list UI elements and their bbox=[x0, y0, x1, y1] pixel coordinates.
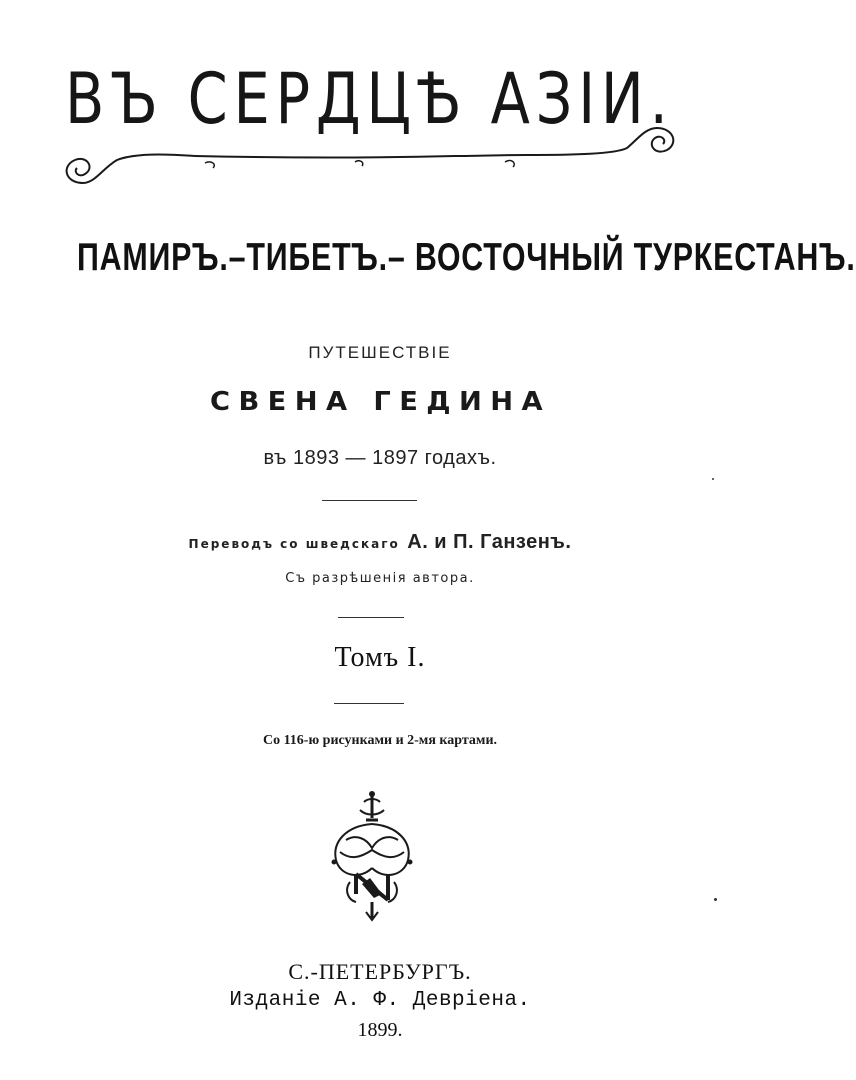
publication-year: 1899. bbox=[357, 1019, 403, 1041]
travel-years: въ 1893 — 1897 годахъ. bbox=[263, 447, 497, 469]
volume-label: Томъ I. bbox=[334, 642, 426, 673]
divider-3 bbox=[334, 703, 404, 704]
main-title: ВЪ СЕРДЦѢ АЗІИ. bbox=[65, 58, 674, 140]
publication-city: С.-ПЕТЕРБУРГЪ. bbox=[288, 959, 472, 984]
permission-note: Съ разрѣшенія автора. bbox=[285, 571, 475, 586]
divider-1 bbox=[322, 500, 417, 501]
author-name: СВЕНА ГЕДИНА bbox=[210, 387, 551, 417]
subtitle: ПАМИРЪ.–ТИБЕТЪ.– ВОСТОЧНЫЙ ТУРКЕСТАНЪ. bbox=[76, 236, 856, 279]
translation-line bbox=[0, 531, 760, 554]
translation-prefix: Переводъ со шведскаго bbox=[188, 537, 400, 551]
divider-2 bbox=[338, 617, 404, 618]
journey-label: ПУТЕШЕСТВІЕ bbox=[308, 343, 452, 362]
illustrations-note: Со 116-ю рисунками и 2-мя картами. bbox=[262, 733, 498, 748]
paper-speck bbox=[714, 898, 717, 901]
publisher: Изданіе А. Ф. Девріена. bbox=[229, 989, 531, 1012]
title-flourish-icon bbox=[55, 108, 685, 203]
translators: А. и П. Ганзенъ. bbox=[407, 531, 572, 553]
publisher-monogram-icon bbox=[326, 790, 418, 922]
paper-speck bbox=[712, 478, 714, 480]
